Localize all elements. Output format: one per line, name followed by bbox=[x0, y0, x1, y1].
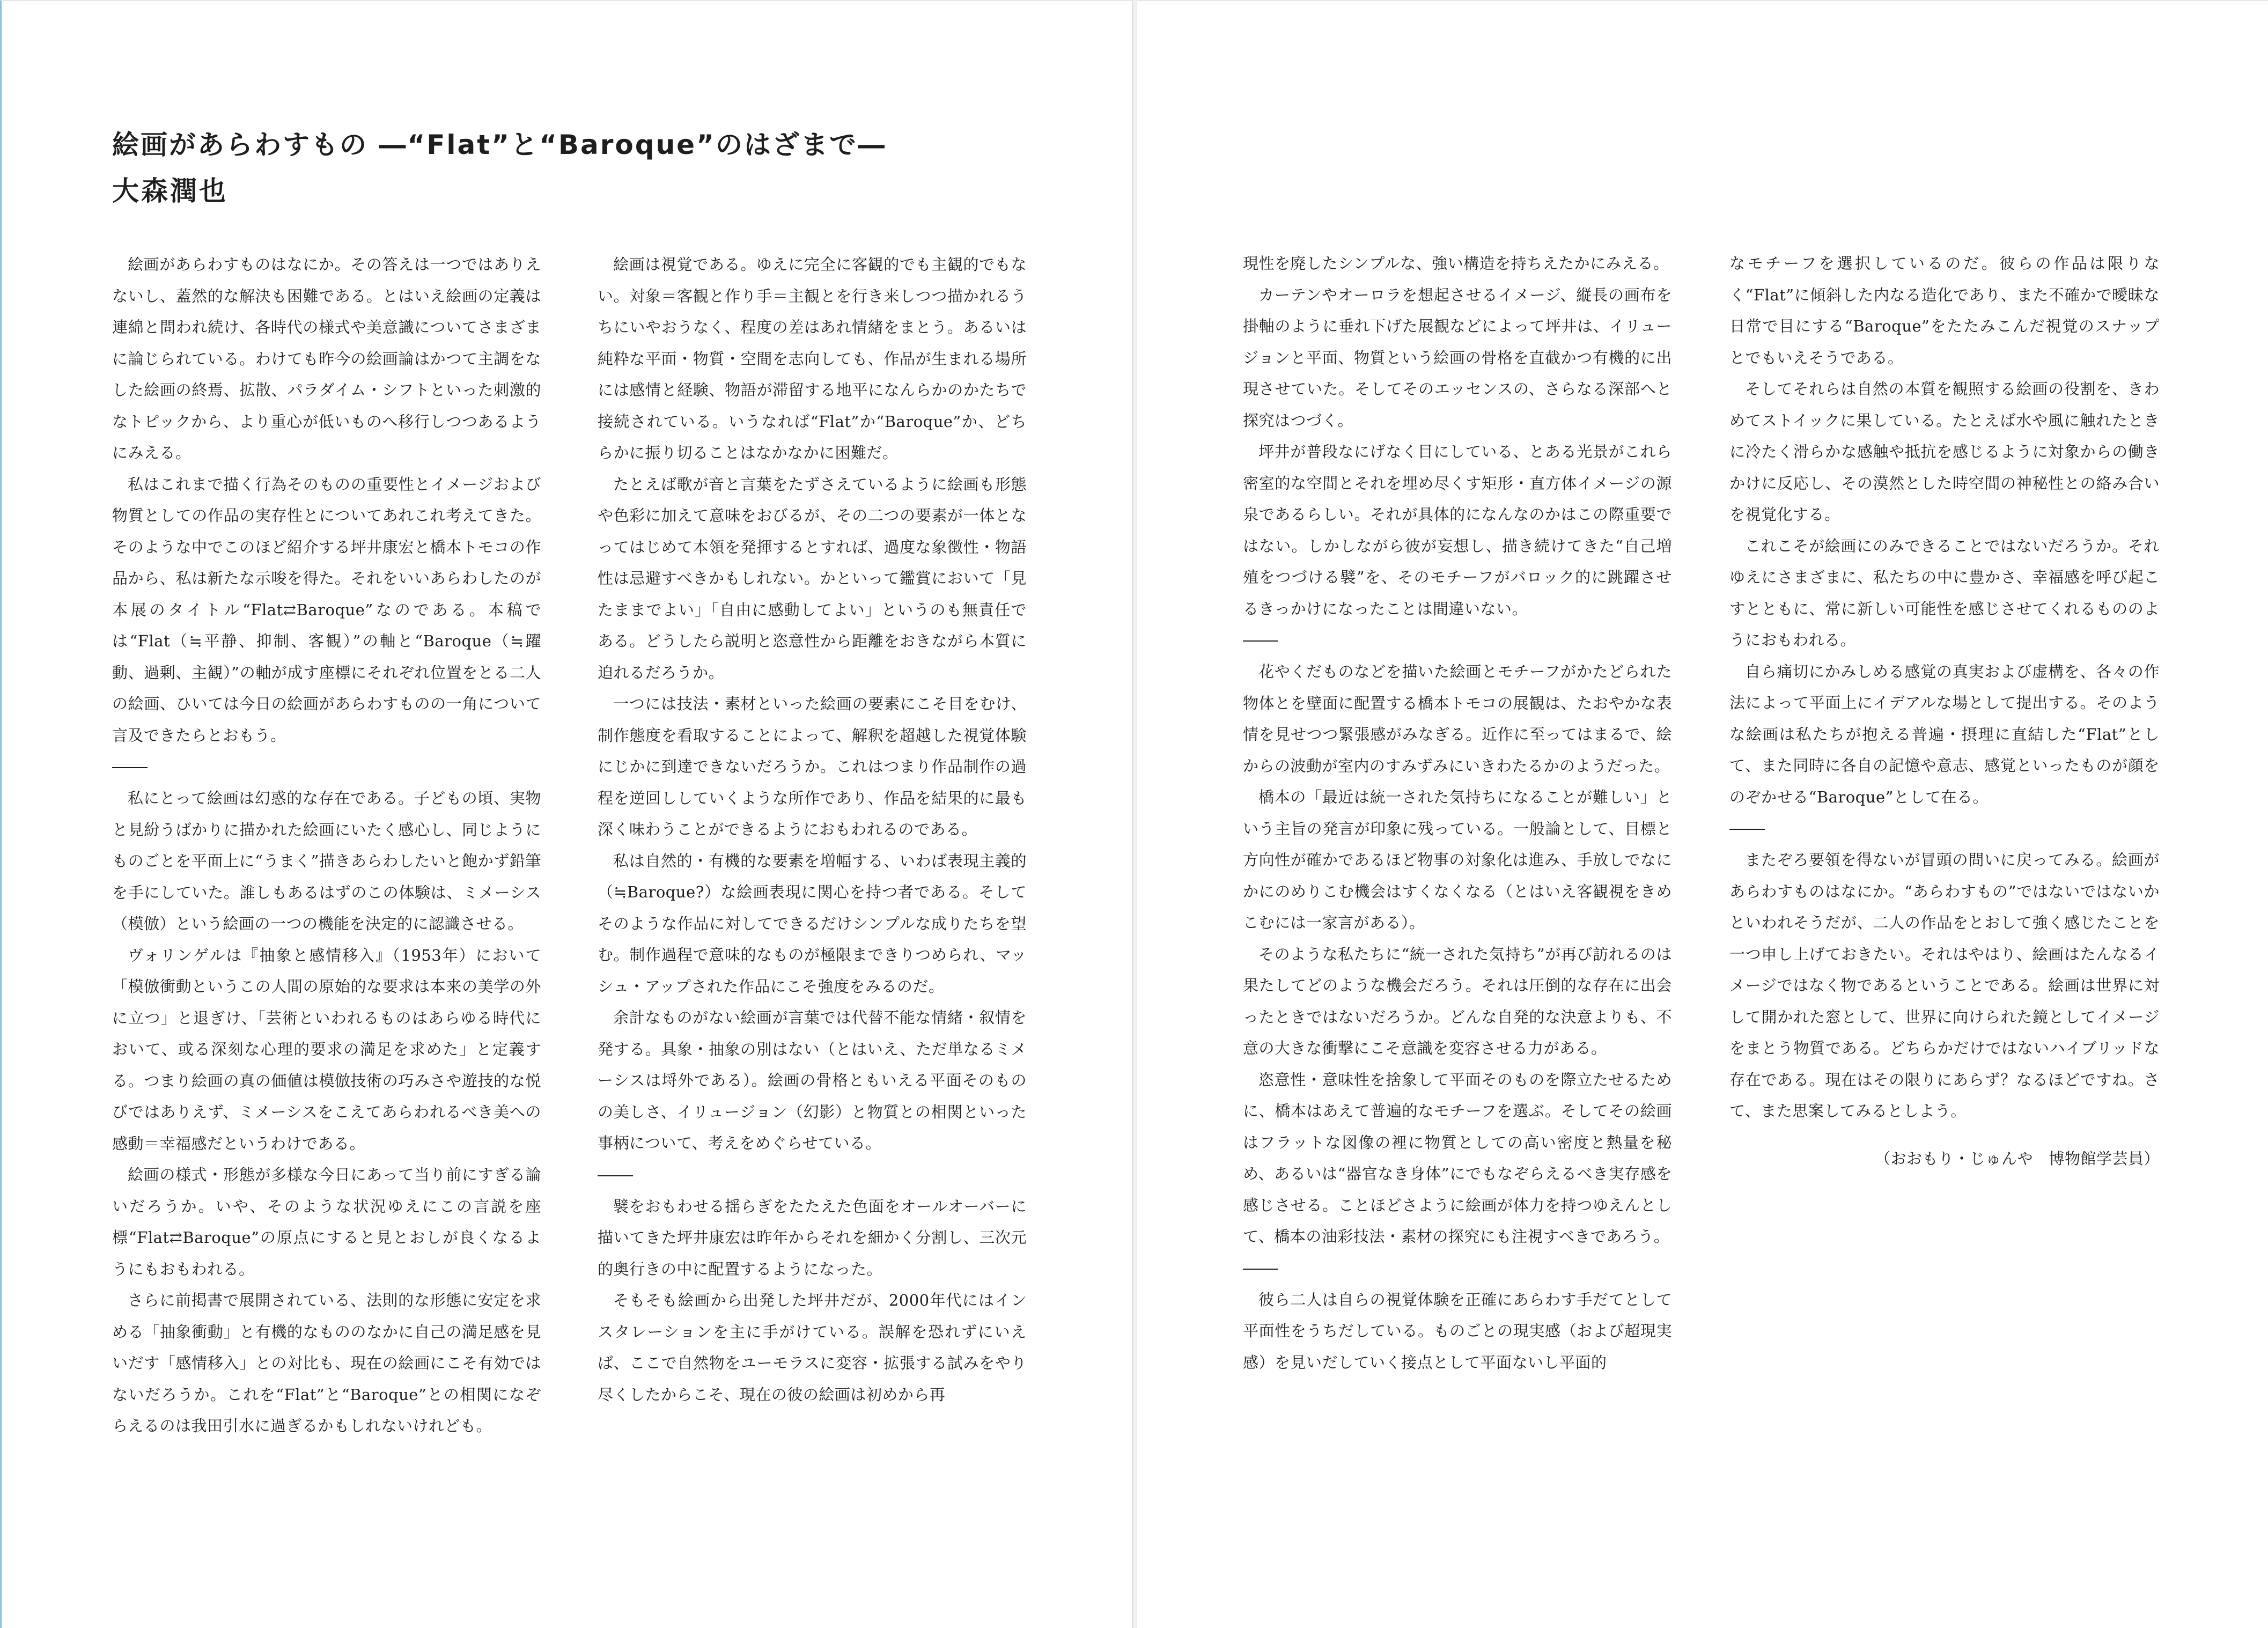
paragraph: 絵画は視覚である。ゆえに完全に客観的でも主観的でもない。対象＝客観と作り手＝主観とを行き来しつつ描かれるうちにいやおうなく、程度の差はあれ情緒をまとう。あるいは純粋な平面・物質・空間を志向しても、作品が生まれる場所には感情と経験、物語が滞留する地平になんらかのかたちで接続されている。いうなれば“Flat”か“Baroque”か、どちらかに振り切ることはなかなかに困難だ。 bbox=[598, 255, 1027, 462]
paragraph: 自ら痛切にかみしめる感覚の真実および虚構を、各々の作法によって平面上にイデアルな場として提出する。そのような絵画は私たちが抱える普遍・摂理に直結した“Flat”として、また同時に各自の記憶や意志、感覚といったものが顔をのぞかせる“Baroque”として在る。 bbox=[1729, 662, 2160, 806]
paragraph: たとえば歌が音と言葉をたずさえているように絵画も形態や色彩に加えて意味をおびるが、その二つの要素が一体となってはじめて本領を発揮するとすれば、過度な象徴性・物語性は忌避すべきかもしれない。かといって鑑賞において「見たままでよい」「自由に感動してよい」というのも無責任である。どうしたら説明と恣意性から距離をおきながら本質に迫れるだろうか。 bbox=[598, 475, 1027, 682]
section-divider bbox=[598, 1175, 633, 1176]
paragraph: 花やくだものなどを描いた絵画とモチーフがかたどられた物体とを壁面に配置する橋本トモコの展観は、たおやかな表情を見せつつ緊張感がみなぎる。近作に至ってはまるで、絵からの波動が室内のすみずみにいきわたるかのようだった。 bbox=[1243, 662, 1672, 775]
text-column-1 bbox=[112, 249, 541, 1442]
text-column-4 bbox=[1729, 248, 2160, 1174]
paragraph: 恣意性・意味性を捨象して平面そのものを際立たせるために、橋本はあえて普遍的なモチーフを選ぶ。そしてその絵画はフラットな図像の裡に物質としての高い密度と熱量を秘め、あるいは“器官なき身体”にでもなぞらえるべき実存感を感じさせる。ことほどさように絵画が体力を持つゆえんとして、橋本の油彩技法・素材の探究にも注視すべきであろう。 bbox=[1243, 1070, 1672, 1246]
article-title: 絵画があらわすもの ―“Flat”と“Baroque”のはざまで― bbox=[112, 129, 886, 160]
paragraph: 彼ら二人は自らの視覚体験を正確にあらわす手だてとして平面性をうちだしている。ものごとの現実感（および超現実感）を見いだしていく接点として平面ないし平面的 bbox=[1243, 1290, 1672, 1372]
paragraph: カーテンやオーロラを想起させるイメージ、縦長の画布を掛軸のように垂れ下げた展観などによって坪井は、イリュージョンと平面、物質という絵画の骨格を直截かつ有機的に出現させていた。そしてそのエッセンスの、さらなる深部へと探究はつづく。 bbox=[1243, 285, 1672, 430]
section-divider bbox=[1243, 640, 1278, 642]
paragraph: ヴォリンゲルは『抽象と感情移入』（1953年）において「模倣衝動というこの人間の原始的な要求は本来の美学の外に立つ」と退ぎけ、「芸術といわれるものはあらゆる時代において、或る深刻な心理的要求の満足を求めた」と定義する。つまり絵画の真の価値は模倣技術の巧みさや遊技的な悦びではありえず、ミメーシスをこえてあらわれるべき美への感動＝幸福感だというわけである。 bbox=[112, 946, 541, 1153]
paragraph: そのような私たちに“統一された気持ち”が再び訪れるのは果たしてどのような機会だろう。それは圧倒的な存在に出会ったときではないだろうか。どんな自発的な決意よりも、不意の大きな衝撃にこそ意識を変容させる力がある。 bbox=[1243, 945, 1672, 1057]
paragraph: 坪井が普段なにげなく目にしている、とある光景がこれら密室的な空間とそれを埋め尽くす矩形・直方体イメージの源泉であるらしい。それが具体的になんなのかはこの際重要ではない。しかしながら彼が妄想し、描き続けてきた“自己増殖をつづける襞”を、そのモチーフがバロック的に跳躍させるきっかけになったことは間違いない。 bbox=[1243, 443, 1672, 618]
paragraph: 一つには技法・素材といった絵画の要素にこそ目をむけ、制作態度を看取することによって、解釈を超越した視覚体験にじかに到達できないだろうか。これはつまり作品制作の過程を逆回ししていくような所作であり、作品を結果的に最も深く味わうことができるようにおもわれるのである。 bbox=[598, 695, 1027, 838]
article-header bbox=[112, 122, 1051, 214]
text-column-3 bbox=[1243, 248, 1672, 1378]
author-signature: （おおもり・じゅんや 博物館学芸員） bbox=[1874, 1149, 2160, 1168]
section-divider bbox=[112, 767, 148, 768]
paragraph: またぞろ要領を得ないが冒頭の問いに戻ってみる。絵画があらわすものはなにか。“あらわすもの”ではないではないかといわれそうだが、二人の作品をとおして強く感じたことを一つ申し上げておきたい。それはやはり、絵画はたんなるイメージではなく物であるということである。絵画は世界に対して開かれた窓として、世界に向けられた鏡としてイメージをまとう物質である。どちらかだけではないハイブリッドな存在である。現在はその限りにあらず？なるほどですね。さて、また思案してみるとしよう。 bbox=[1729, 851, 2160, 1120]
paragraph: 橋本の「最近は統一された気持ちになることが難しい」という主旨の発言が印象に残っている。一般論として、目標と方向性が確かであるほど物事の対象化は進み、手放しでなにかにのめりこむ機会はすくなくなる（とはいえ客観視をきめこむには一家言がある）。 bbox=[1243, 788, 1672, 932]
book-gutter bbox=[1132, 0, 1137, 1628]
paragraph: 余計なものがない絵画が言葉では代替不能な情緒・叙情を発する。具象・抽象の別はない（とはいえ、ただ単なるミメーシスは埒外である）。絵画の骨格ともいえる平面そのものの美しさ、イリュージョン（幻影）と物質との相関といった事柄について、考えをめぐらせている。 bbox=[598, 1008, 1027, 1152]
paragraph: 絵画があらわすものはなにか。その答えは一つではありえないし、蓋然的な解決も困難である。とはいえ絵画の定義は連綿と問われ続け、各時代の様式や美意識についてさまざまに論じられている。わけても昨今の絵画論はかつて主調をなした絵画の終焉、拡散、パラダイム・シフトといった刺激的なトピックから、より重心が低いものへ移行しつつあるようにみえる。 bbox=[112, 255, 541, 462]
paragraph: そしてそれらは自然の本質を観照する絵画の役割を、きわめてストイックに果している。たとえば水や風に触れたときに冷たく滑らかな感触や抵抗を感じるように対象からの働きかけに反応し、その漠然とした時空間の神秘性との絡み合いを視覚化する。 bbox=[1729, 380, 2160, 524]
paragraph: 私はこれまで描く行為そのものの重要性とイメージおよび物質としての作品の実存性とについてあれこれ考えてきた。そのような中でこのほど紹介する坪井康宏と橋本トモコの作品から、私は新たな示唆を得た。それをいいあらわしたのが本展のタイトル“Flat⇄Baroque”なのである。本稿では“Flat（≒平静、抑制、客観）”の軸と“Baroque（≒躍動、過剰、主観）”の軸が成す座標にそれぞれ位置をとる二人の絵画、ひいては今日の絵画があらわすものの一角について言及できたらとおもう。 bbox=[112, 475, 541, 745]
article-author: 大森潤也 bbox=[112, 175, 228, 207]
paragraph: 私は自然的・有機的な要素を増幅する、いわば表現主義的（≒Baroque?）な絵画表現に関心を持つ者である。そしてそのような作品に対してできるだけシンプルな成りたちを望む。制作過程で意味的なものが極限まできりつめられ、マッシュ・アップされた作品にこそ強度をみるのだ。 bbox=[598, 851, 1027, 996]
paragraph: さらに前掲書で展開されている、法則的な形態に安定を求める「抽象衝動」と有機的なもののなかに自己の満足感を見いだす「感情移入」との対比も、現在の絵画にこそ有効ではないだろうか。これを“Flat”と“Baroque”との相関になぞらえるのは我田引水に過ぎるかもしれないけれども。 bbox=[112, 1291, 541, 1435]
text-column-2 bbox=[598, 249, 1027, 1410]
paragraph: 襞をおもわせる揺らぎをたたえた色面をオールオーバーに描いてきた坪井康宏は昨年からそれを細かく分割し、三次元的奥行きの中に配置するようになった。 bbox=[598, 1197, 1027, 1278]
section-divider bbox=[1243, 1269, 1278, 1270]
paragraph-continued: 現性を廃したシンプルな、強い構造を持ちえたかにみえる。 bbox=[1243, 254, 1669, 272]
paragraph: 私にとって絵画は幻惑的な存在である。子どもの頃、実物と見紛うばかりに描かれた絵画にいたく感心し、同じようにものごとを平面上に“うまく”描きあらわしたいと飽かず鉛筆を手にしていた。誰しもあるはずのこの体験は、ミメーシス（模倣）という絵画の一つの機能を決定的に認識させる。 bbox=[112, 789, 541, 933]
paragraph: これこそが絵画にのみできることではないだろうか。それゆえにさまざまに、私たちの中に豊かさ、幸福感を呼び起こすとともに、常に新しい可能性を感じさせてくれるもののようにおもわれる。 bbox=[1729, 536, 2160, 649]
paragraph: そもそも絵画から出発した坪井だが、2000年代にはインスタレーションを主に手がけている。誤解を恐れずにいえば、ここで自然物をユーモラスに変容・拡張する試みをやり尽くしたからこそ、現在の彼の絵画は初めから再 bbox=[598, 1291, 1027, 1404]
paragraph-continued: なモチーフを選択しているのだ。彼らの作品は限りなく“Flat”に傾斜した内なる造化であり、また不確かで曖昧な日常で目にする“Baroque”をたたみこんだ視覚のスナップとでもいえそうである。 bbox=[1729, 254, 2160, 367]
left-page bbox=[0, 0, 1132, 1628]
paragraph: 絵画の様式・形態が多様な今日にあって当り前にすぎる論いだろうか。いや、そのような状況ゆえにこの言説を座標“Flat⇄Baroque”の原点にすると見とおしが良くなるようにもおもわれる。 bbox=[112, 1166, 541, 1278]
section-divider bbox=[1729, 829, 1765, 830]
